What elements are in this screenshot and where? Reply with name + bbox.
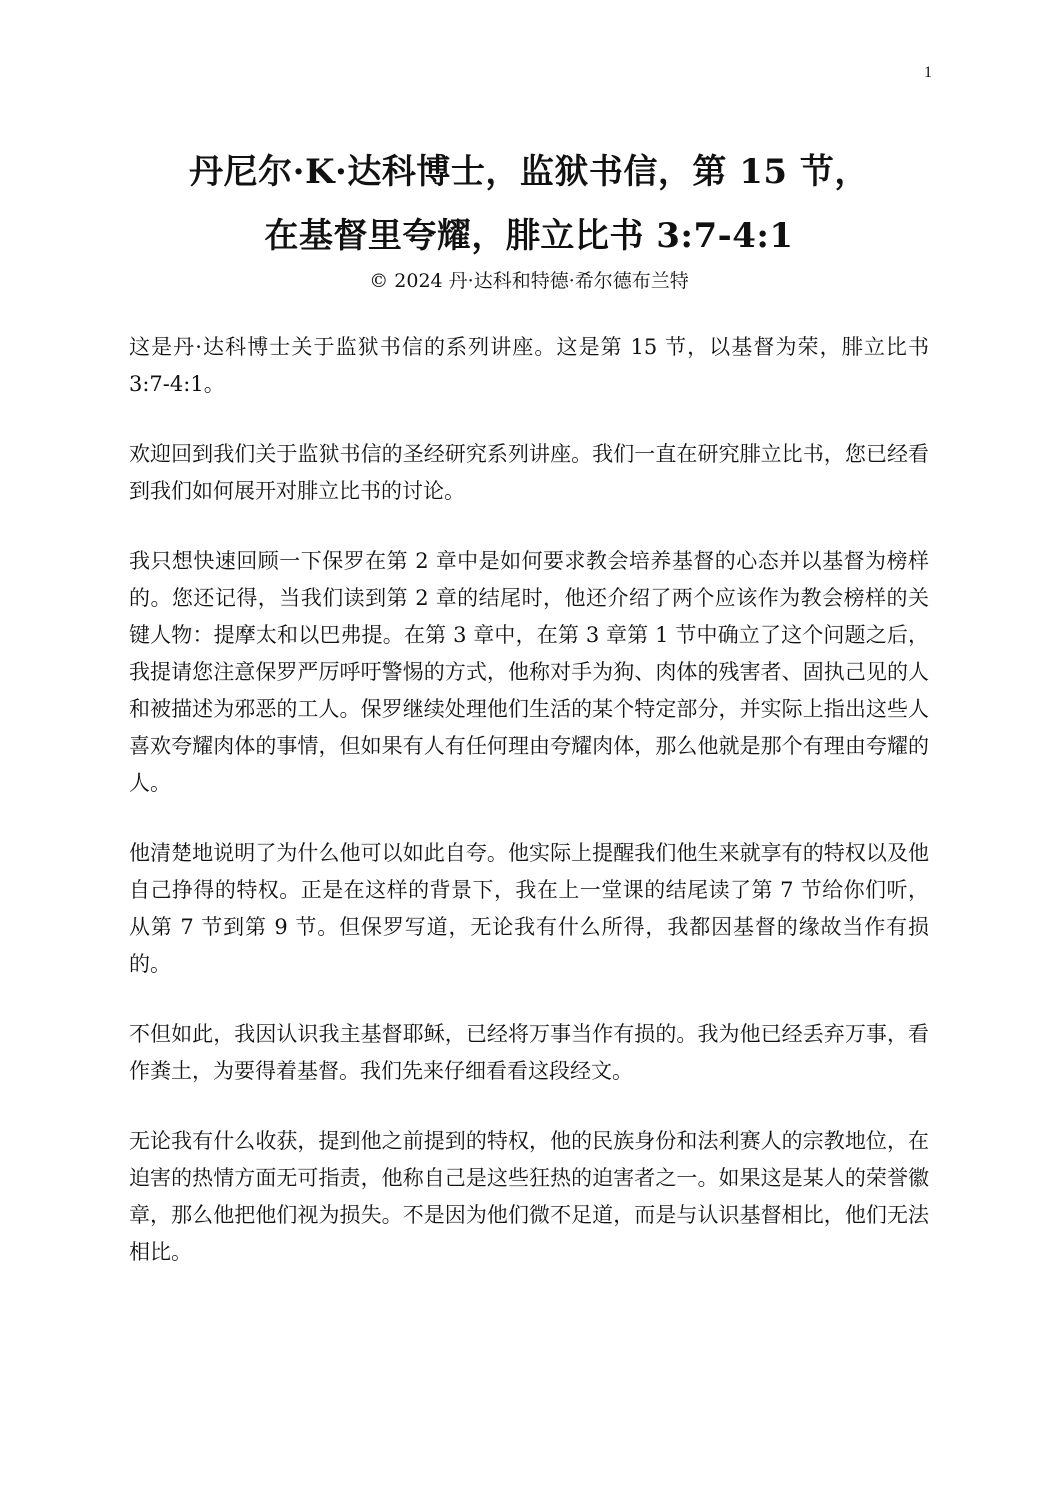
paragraph-gain: 无论我有什么收获，提到他之前提到的特权，他的民族身份和法利赛人的宗教地位，在迫害的热情方面无可指责，他称自己是这些狂热的迫害者之一。如果这是某人的荣誉徽章，那么他把他们视为损失。不是因为他们微不足道，而是与认识基督相比，他们无法相比。: [129, 1129, 929, 1264]
title-line-2: 在基督里夸耀，腓立比书 3:7-4:1: [264, 216, 794, 256]
copyright-notice: © 2024 丹·达科和特德·希尔德布兰特: [369, 270, 689, 292]
paragraph-intro: 这是丹·达科博士关于监狱书信的系列讲座。这是第 15 节，以基督为荣，腓立比书 3:7-4:1。: [129, 335, 929, 396]
paragraph-boasting: 他清楚地说明了为什么他可以如此自夸。他实际上提醒我们他生来就享有的特权以及他自己挣得的特权。正是在这样的背景下，我在上一堂课的结尾读了第 7 节给你们听，从第 7 节到第 9 节。但保罗写道，无论我有什么所得，我都因基督的缘故当作有损的。: [129, 841, 929, 976]
paragraph-review: 我只想快速回顾一下保罗在第 2 章中是如何要求教会培养基督的心态并以基督为榜样的。您还记得，当我们读到第 2 章的结尾时，他还介绍了两个应该作为教会榜样的关键人物：提摩太和以巴弗提。在第 3 章中，在第 3 章第 1 节中确立了这个问题之后，我提请您注意保罗严厉呼吁警惕的方式，他称对手为狗、肉体的残害者、固执己见的人和被描述为邪恶的工人。保罗继续处理他们生活的某个特定部分，并实际上指出这些人喜欢夸耀肉体的事情，但如果有人有任何理由夸耀肉体，那么他就是那个有理由夸耀的人。: [129, 549, 929, 795]
document-title: [0, 140, 1058, 268]
title-line-1: 丹尼尔·K·达科博士，监狱书信，第 15 节，: [189, 152, 869, 192]
paragraph-loss: 不但如此，我因认识我主基督耶稣，已经将万事当作有损的。我为他已经丢弃万事，看作粪土，为要得着基督。我们先来仔细看看这段经文。: [129, 1022, 929, 1083]
paragraph-welcome: 欢迎回到我们关于监狱书信的圣经研究系列讲座。我们一直在研究腓立比书，您已经看到我们如何展开对腓立比书的讨论。: [129, 442, 929, 503]
page-number: 1: [924, 64, 932, 81]
document-body: [129, 329, 929, 1304]
